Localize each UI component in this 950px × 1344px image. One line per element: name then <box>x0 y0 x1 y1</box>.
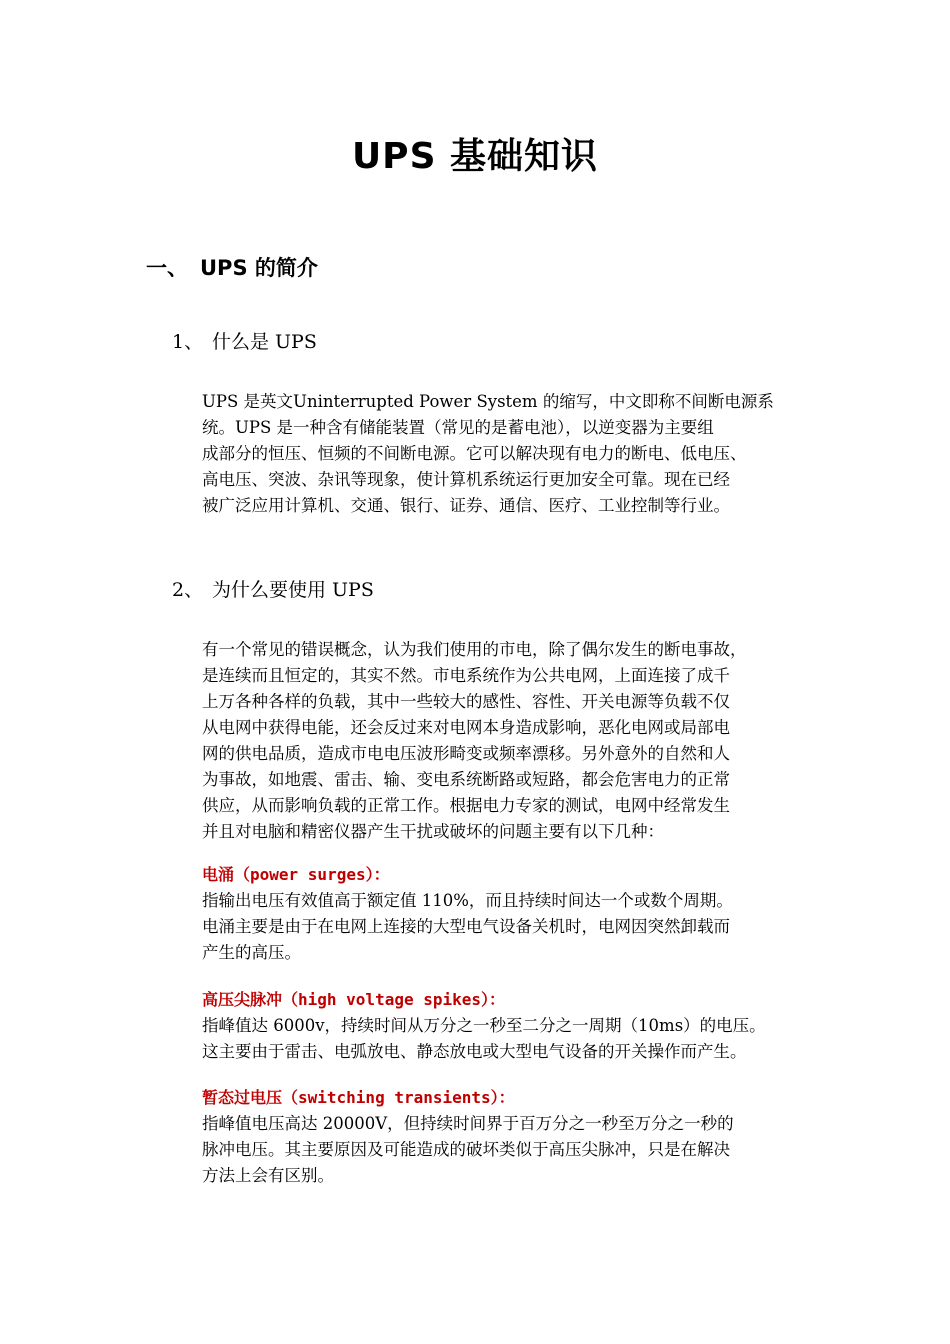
term-heading: 暂态过电压（switching transients）： <box>202 1088 515 1107</box>
paragraph-line: 有一个常见的错误概念，认为我们使用的市电，除了偶尔发生的断电事故， <box>202 640 747 659</box>
subsection-number: 2、 <box>172 579 204 601</box>
term-heading: 高压尖脉冲（high voltage spikes）： <box>202 990 506 1009</box>
subsection-title: 为什么要使用 UPS <box>212 579 374 601</box>
paragraph-line: 指峰值达 6000v，持续时间从万分之一秒至二分之一周期（10ms）的电压。 <box>202 1016 766 1035</box>
paragraph-line: 上万各种各样的负载，其中一些较大的感性、容性、开关电源等负载不仅 <box>202 692 730 711</box>
section-title: UPS 的简介 <box>200 256 318 280</box>
paragraph-line: 并且对电脑和精密仪器产生干扰或破坏的问题主要有以下几种： <box>202 822 664 841</box>
paragraph-line: 统。UPS 是一种含有储能装置（常见的是蓄电池），以逆变器为主要组 <box>202 418 714 437</box>
paragraph-line: UPS 是英文Uninterrupted Power System 的缩写，中文即称不间断电源系 <box>202 392 774 411</box>
paragraph-line: 被广泛应用计算机、交通、银行、证券、通信、医疗、工业控制等行业。 <box>202 496 730 515</box>
paragraph-line: 方法上会有区别。 <box>202 1166 334 1185</box>
paragraph-why-ups <box>202 637 812 845</box>
paragraph-line: 电涌主要是由于在电网上连接的大型电气设备关机时，电网因突然卸载而 <box>202 917 730 936</box>
section-number: 一、 <box>146 256 188 280</box>
paragraph-line: 从电网中获得电能，还会反过来对电网本身造成影响，恶化电网或局部电 <box>202 718 730 737</box>
subsection-number: 1、 <box>172 331 204 353</box>
item-switching-transients <box>202 1085 812 1189</box>
page-title: UPS 基础知识 <box>351 136 599 177</box>
item-power-surges <box>202 862 812 966</box>
subsection-heading-what-is-ups <box>172 327 317 354</box>
paragraph-line: 指峰值电压高达 20000V，但持续时间界于百万分之一秒至万分之一秒的 <box>202 1114 734 1133</box>
subsection-title: 什么是 UPS <box>212 331 317 353</box>
paragraph-line: 脉冲电压。其主要原因及可能造成的破坏类似于高压尖脉冲，只是在解决 <box>202 1140 730 1159</box>
paragraph-line: 高电压、突波、杂讯等现象，使计算机系统运行更加安全可靠。现在已经 <box>202 470 730 489</box>
paragraph-line: 是连续而且恒定的，其实不然。市电系统作为公共电网，上面连接了成千 <box>202 666 730 685</box>
term-heading: 电涌（power surges）： <box>202 865 390 884</box>
paragraph-line: 产生的高压。 <box>202 943 301 962</box>
paragraph-line: 这主要由于雷击、电弧放电、静态放电或大型电气设备的开关操作而产生。 <box>202 1042 747 1061</box>
paragraph-line: 指输出电压有效值高于额定值 110%，而且持续时间达一个或数个周期。 <box>202 891 733 910</box>
subsection-heading-why-ups <box>172 575 374 602</box>
paragraph-line: 为事故，如地震、雷击、输、变电系统断路或短路，都会危害电力的正常 <box>202 770 730 789</box>
paragraph-line: 供应，从而影响负载的正常工作。根据电力专家的测试，电网中经常发生 <box>202 796 730 815</box>
item-high-voltage-spikes <box>202 987 812 1065</box>
section-heading-intro <box>146 252 318 282</box>
paragraph-what-is-ups <box>202 389 812 519</box>
paragraph-line: 网的供电品质，造成市电电压波形畸变或频率漂移。另外意外的自然和人 <box>202 744 730 763</box>
paragraph-line: 成部分的恒压、恒频的不间断电源。它可以解决现有电力的断电、低电压、 <box>202 444 747 463</box>
